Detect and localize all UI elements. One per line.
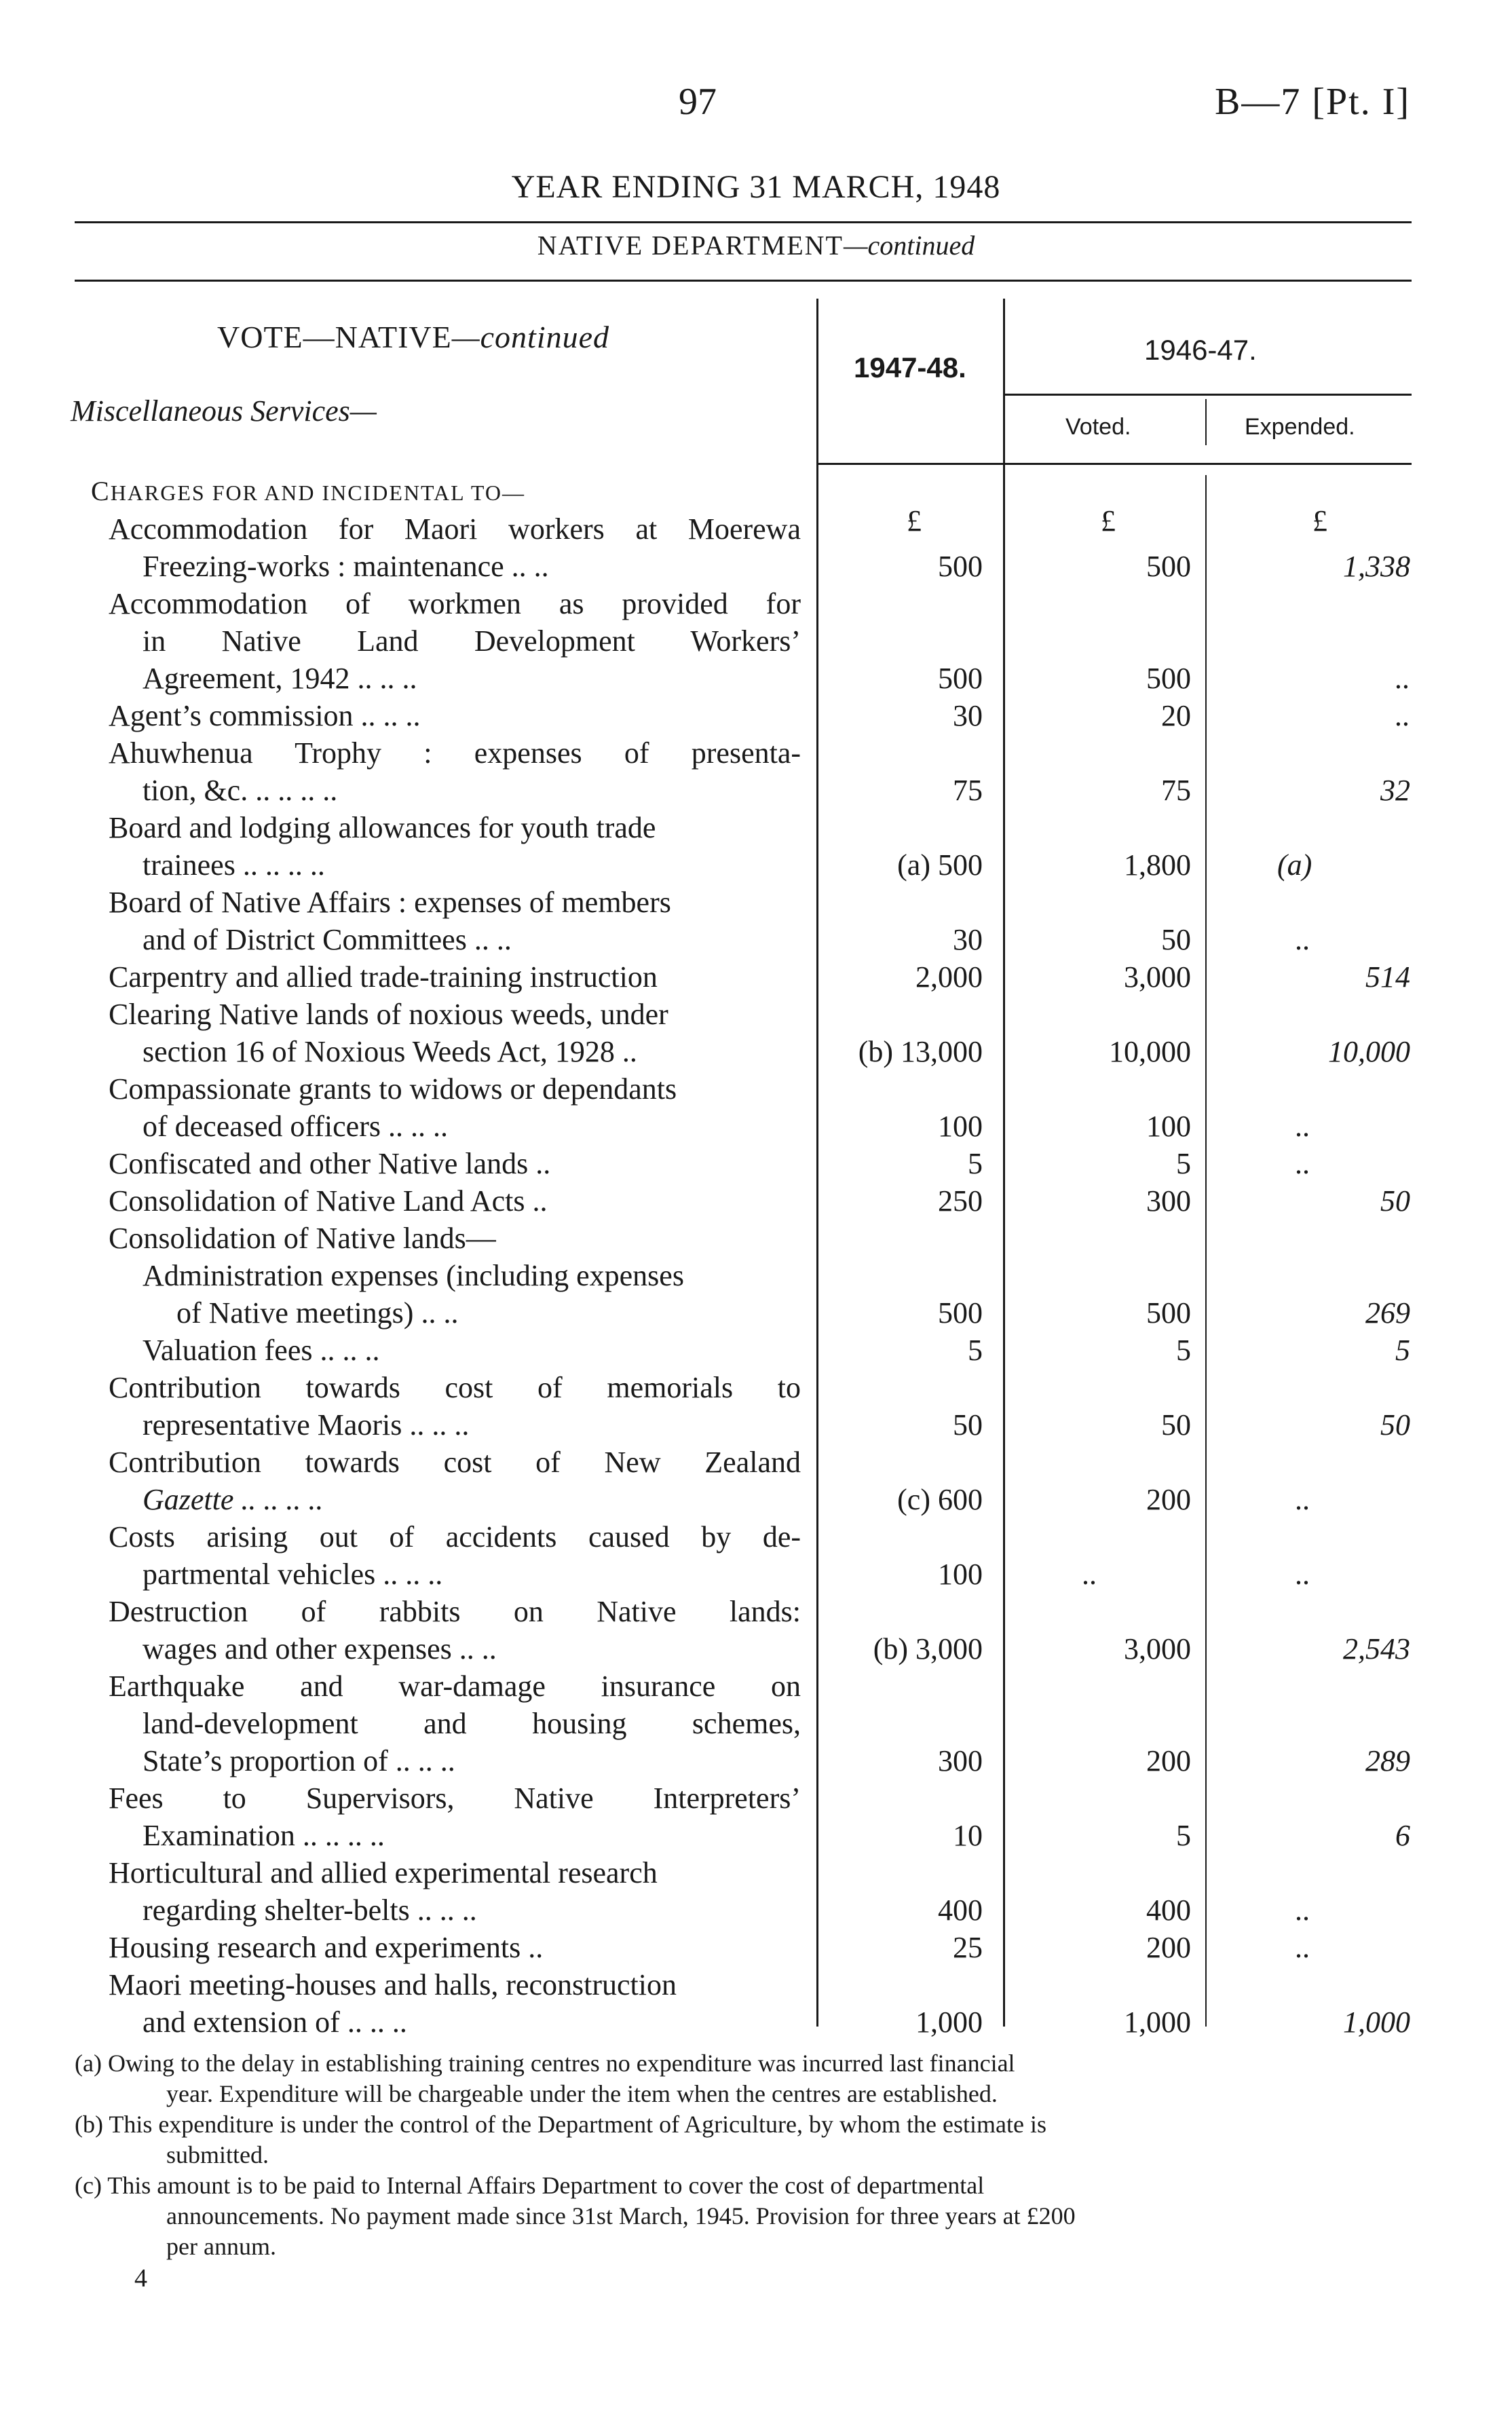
- item-label: Accommodation of workmen as provided for: [109, 587, 801, 620]
- expended-1946-47: 514: [1365, 960, 1410, 994]
- estimate-1947-48: 75: [953, 774, 983, 807]
- estimate-1947-48: 100: [938, 1558, 983, 1591]
- voted-1946-47: 1,800: [1124, 848, 1191, 882]
- item-label: Housing research and experiments ..: [109, 1931, 544, 1964]
- document-reference: B—7 [Pt. I]: [1215, 81, 1410, 123]
- vote-heading: VOTE—NATIVE—continued: [217, 320, 610, 354]
- estimate-1947-48: 100: [938, 1110, 983, 1143]
- item-label: Ahuwhenua Trophy : expenses of presenta-: [109, 736, 801, 770]
- item-label: Administration expenses (including expenses: [143, 1259, 684, 1292]
- item-label: wages and other expenses .. ..: [143, 1632, 497, 1665]
- estimate-1947-48: 2,000: [915, 960, 983, 994]
- estimate-1947-48: 1,000: [915, 2006, 983, 2039]
- footnote-a: (a) Owing to the delay in establishing training centres no expenditure was incurred last financial year. Expenditure will be chargeable under the item when the centres are established.: [75, 2050, 1015, 2107]
- item-label: Confiscated and other Native lands ..: [109, 1147, 551, 1180]
- expended-1946-47: 50: [1380, 1408, 1410, 1442]
- expended-1946-47: ..: [1295, 1558, 1310, 1591]
- voted-1946-47: 500: [1146, 662, 1191, 695]
- expended-1946-47: 1,338: [1343, 550, 1410, 583]
- estimate-1947-48: 25: [953, 1931, 983, 1964]
- item-label: Accommodation for Maori workers at Moerewa: [109, 512, 801, 546]
- sheet-number: 4: [134, 2264, 147, 2293]
- item-label: Board of Native Affairs : expenses of members: [109, 886, 671, 919]
- voted-1946-47: 75: [1161, 774, 1191, 807]
- estimate-1947-48: 5: [968, 1147, 983, 1180]
- expended-1946-47: (a): [1277, 848, 1312, 882]
- section-subheading: Miscellaneous Services—: [71, 394, 377, 428]
- voted-1946-47: 100: [1146, 1110, 1191, 1143]
- item-label: Fees to Supervisors, Native Interpreters’: [109, 1782, 801, 1815]
- expended-1946-47: 2,543: [1343, 1632, 1410, 1665]
- column-header-1946-47: 1946-47.: [1144, 334, 1257, 366]
- charges-heading: CHARGES FOR AND INCIDENTAL TO—: [91, 476, 525, 506]
- voted-1946-47: 10,000: [1109, 1035, 1191, 1068]
- estimate-1947-48: (c) 600: [897, 1483, 983, 1516]
- item-label: Consolidation of Native Land Acts ..: [109, 1184, 548, 1218]
- expended-1946-47: ..: [1395, 699, 1410, 732]
- voted-1946-47: 500: [1146, 550, 1191, 583]
- estimate-1947-48: 10: [953, 1819, 983, 1852]
- item-label: Contribution towards cost of New Zealand: [109, 1446, 801, 1479]
- estimate-1947-48: 30: [953, 923, 983, 956]
- item-label: Maori meeting-houses and halls, reconstruction: [109, 1968, 677, 2001]
- voted-1946-47: 1,000: [1124, 2006, 1191, 2039]
- department-heading: NATIVE DEPARTMENT—continued: [537, 230, 975, 261]
- expended-1946-47: ..: [1295, 1931, 1310, 1964]
- item-label: representative Maoris .. .. ..: [143, 1408, 470, 1442]
- item-label: Costs arising out of accidents caused by de-: [109, 1520, 801, 1554]
- column-header-expended: Expended.: [1245, 414, 1355, 440]
- item-label: and of District Committees .. ..: [143, 923, 512, 956]
- voted-1946-47: 200: [1146, 1744, 1191, 1777]
- footnote-b: (b) This expenditure is under the control of the Department of Agriculture, by whom the estimate is submitted.: [75, 2111, 1046, 2168]
- page-title: YEAR ENDING 31 MARCH, 1948: [511, 169, 1001, 205]
- expended-1946-47: 10,000: [1328, 1035, 1410, 1068]
- item-label: Agreement, 1942 .. .. ..: [143, 662, 417, 695]
- estimate-1947-48: 500: [938, 550, 983, 583]
- item-label: of Native meetings) .. ..: [176, 1296, 459, 1330]
- voted-1946-47: 3,000: [1124, 960, 1191, 994]
- item-label: Valuation fees .. .. ..: [143, 1334, 380, 1367]
- voted-1946-47: 500: [1146, 1296, 1191, 1330]
- title-rule: [75, 221, 1412, 223]
- estimate-1947-48: 30: [953, 699, 983, 732]
- column-header-1947-48: 1947-48.: [854, 352, 966, 383]
- item-label: Consolidation of Native lands—: [109, 1222, 496, 1255]
- estimate-1947-48: (b) 13,000: [858, 1035, 983, 1068]
- item-label: Clearing Native lands of noxious weeds, under: [109, 998, 668, 1031]
- expended-1946-47: ..: [1295, 1147, 1310, 1180]
- column-divider: [1205, 399, 1207, 445]
- header-rule: [1003, 394, 1412, 396]
- expended-1946-47: ..: [1295, 1110, 1310, 1143]
- expended-1946-47: 1,000: [1343, 2006, 1410, 2039]
- item-label: in Native Land Development Workers’: [143, 624, 801, 658]
- voted-1946-47: 200: [1146, 1931, 1191, 1964]
- item-label: of deceased officers .. .. ..: [143, 1110, 448, 1143]
- expended-1946-47: 6: [1395, 1819, 1410, 1852]
- voted-1946-47: 20: [1161, 699, 1191, 732]
- estimate-1947-48: 300: [938, 1744, 983, 1777]
- item-label: tion, &c. .. .. .. ..: [143, 774, 338, 807]
- expended-1946-47: ..: [1295, 923, 1310, 956]
- item-label: Freezing-works : maintenance .. ..: [143, 550, 549, 583]
- voted-1946-47: 400: [1146, 1894, 1191, 1927]
- page-number: 97: [679, 81, 717, 123]
- item-label: Horticultural and allied experimental research: [109, 1856, 658, 1889]
- item-label: Agent’s commission .. .. ..: [109, 699, 421, 732]
- item-label: land-development and housing schemes,: [143, 1707, 801, 1740]
- item-label: and extension of .. .. ..: [143, 2006, 407, 2039]
- expended-1946-47: 289: [1365, 1744, 1410, 1777]
- estimate-1947-48: (a) 500: [897, 848, 983, 882]
- item-label: Compassionate grants to widows or dependants: [109, 1072, 677, 1106]
- voted-1946-47: 5: [1176, 1147, 1191, 1180]
- item-label: Earthquake and war-damage insurance on: [109, 1670, 801, 1703]
- item-label: partmental vehicles .. .. ..: [143, 1558, 443, 1591]
- voted-1946-47: 50: [1161, 923, 1191, 956]
- expended-1946-47: 5: [1395, 1334, 1410, 1367]
- estimate-1947-48: 500: [938, 662, 983, 695]
- voted-1946-47: 200: [1146, 1483, 1191, 1516]
- voted-1946-47: ..: [1082, 1558, 1097, 1591]
- header-rule: [816, 463, 1412, 465]
- item-label: Contribution towards cost of memorials to: [109, 1371, 801, 1404]
- expended-1946-47: ..: [1295, 1483, 1310, 1516]
- item-label: trainees .. .. .. ..: [143, 848, 325, 882]
- voted-1946-47: 50: [1161, 1408, 1191, 1442]
- voted-1946-47: 300: [1146, 1184, 1191, 1218]
- expended-1946-47: ..: [1395, 662, 1410, 695]
- item-label: Destruction of rabbits on Native lands:: [109, 1595, 801, 1628]
- voted-1946-47: 3,000: [1124, 1632, 1191, 1665]
- currency-symbol: £: [1312, 504, 1327, 538]
- column-divider: [1003, 299, 1005, 2027]
- item-label: State’s proportion of .. .. ..: [143, 1744, 455, 1777]
- item-label: Board and lodging allowances for youth trade: [109, 811, 656, 844]
- expended-1946-47: 32: [1380, 774, 1410, 807]
- voted-1946-47: 5: [1176, 1819, 1191, 1852]
- voted-1946-47: 5: [1176, 1334, 1191, 1367]
- footnote-c: (c) This amount is to be paid to Internal Affairs Department to cover the cost of departmental announcements. No payment made since 31st March, 1945. Provision for three years at £200 per annum.: [75, 2172, 1076, 2260]
- expended-1946-47: 269: [1365, 1296, 1410, 1330]
- item-label: regarding shelter-belts .. .. ..: [143, 1894, 477, 1927]
- estimate-1947-48: 500: [938, 1296, 983, 1330]
- department-rule: [75, 280, 1412, 282]
- currency-symbol: £: [907, 504, 922, 538]
- expended-1946-47: ..: [1295, 1894, 1310, 1927]
- estimate-1947-48: 50: [953, 1408, 983, 1442]
- expended-1946-47: 50: [1380, 1184, 1410, 1218]
- estimate-1947-48: 400: [938, 1894, 983, 1927]
- estimate-1947-48: 5: [968, 1334, 983, 1367]
- estimate-1947-48: 250: [938, 1184, 983, 1218]
- item-label: Carpentry and allied trade-training instruction: [109, 960, 658, 994]
- column-header-voted: Voted.: [1065, 414, 1131, 440]
- estimate-1947-48: (b) 3,000: [873, 1632, 983, 1665]
- column-divider: [1205, 475, 1207, 2027]
- item-label: Examination .. .. .. ..: [143, 1819, 385, 1852]
- item-label: section 16 of Noxious Weeds Act, 1928 ..: [143, 1035, 637, 1068]
- currency-symbol: £: [1101, 504, 1116, 538]
- item-label: Gazette .. .. .. ..: [143, 1483, 324, 1516]
